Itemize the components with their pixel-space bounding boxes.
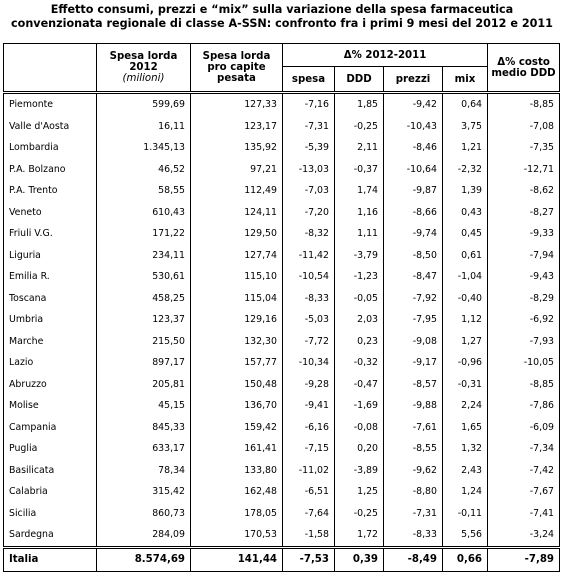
costo-medio-header-line-1: Δ% costo <box>497 56 550 68</box>
pro-capite-cell: 127,33 <box>191 93 283 116</box>
table-row <box>4 116 560 138</box>
costo-cell: -7,35 <box>488 137 560 159</box>
costo-cell: -3,24 <box>488 524 560 547</box>
ddd-cell: 1,11 <box>335 223 384 245</box>
region-cell: Veneto <box>4 202 97 224</box>
prezzi-cell: -7,95 <box>384 309 443 331</box>
total-spesa-lorda-cell: 8.574,69 <box>97 547 191 571</box>
prezzi-cell: -10,64 <box>384 159 443 181</box>
costo-medio-header-line-2: medio DDD <box>491 67 556 79</box>
pro-capite-cell: 157,77 <box>191 352 283 374</box>
spesa-lorda-header <box>97 44 191 93</box>
spesa-cell: -7,03 <box>283 180 335 202</box>
table-row <box>4 374 560 396</box>
region-cell: Campania <box>4 417 97 439</box>
ddd-cell: 2,03 <box>335 309 384 331</box>
region-header <box>4 44 97 93</box>
spesa-cell: -11,42 <box>283 245 335 267</box>
prezzi-cell: -9,74 <box>384 223 443 245</box>
table-row <box>4 159 560 181</box>
prezzi-cell: -8,33 <box>384 524 443 547</box>
prezzi-cell: -9,88 <box>384 395 443 417</box>
costo-cell: -8,85 <box>488 93 560 116</box>
prezzi-cell: -10,43 <box>384 116 443 138</box>
mix-cell: 1,27 <box>443 331 488 353</box>
spesa-cell: -5,39 <box>283 137 335 159</box>
spesa-cell: -6,51 <box>283 481 335 503</box>
table-row <box>4 460 560 482</box>
pro-capite-cell: 135,92 <box>191 137 283 159</box>
costo-cell: -8,62 <box>488 180 560 202</box>
table-row <box>4 266 560 288</box>
spesa-lorda-header-line-1: Spesa lorda <box>109 51 178 62</box>
mix-cell: -0,40 <box>443 288 488 310</box>
pro-capite-header-line-3: pesata <box>217 73 256 84</box>
ddd-cell: 1,74 <box>335 180 384 202</box>
total-mix-cell: 0,66 <box>443 547 488 571</box>
pro-capite-cell: 129,50 <box>191 223 283 245</box>
mix-cell: -2,32 <box>443 159 488 181</box>
ddd-cell: -1,69 <box>335 395 384 417</box>
prezzi-cell: -8,66 <box>384 202 443 224</box>
pro-capite-cell: 162,48 <box>191 481 283 503</box>
mix-cell: 0,43 <box>443 202 488 224</box>
mix-cell: 3,75 <box>443 116 488 138</box>
region-cell: Basilicata <box>4 460 97 482</box>
delta-group-header: Δ% 2012-2011 <box>283 44 488 67</box>
ddd-cell: -3,79 <box>335 245 384 267</box>
pro-capite-cell: 112,49 <box>191 180 283 202</box>
prezzi-cell: -8,55 <box>384 438 443 460</box>
total-spesa-cell: -7,53 <box>283 547 335 571</box>
spesa-lorda-cell: 171,22 <box>97 223 191 245</box>
total-region-cell: Italia <box>4 547 97 571</box>
ddd-header: DDD <box>335 67 384 93</box>
region-cell: Umbria <box>4 309 97 331</box>
costo-cell: -12,71 <box>488 159 560 181</box>
spesa-lorda-cell: 458,25 <box>97 288 191 310</box>
table-body <box>4 93 560 548</box>
mix-cell: 1,12 <box>443 309 488 331</box>
region-cell: Piemonte <box>4 93 97 116</box>
prezzi-cell: -7,31 <box>384 503 443 525</box>
table-row <box>4 180 560 202</box>
pro-capite-cell: 178,05 <box>191 503 283 525</box>
mix-cell: -1,04 <box>443 266 488 288</box>
table-row <box>4 93 560 116</box>
prezzi-cell: -7,92 <box>384 288 443 310</box>
mix-header: mix <box>443 67 488 93</box>
mix-cell: 1,32 <box>443 438 488 460</box>
region-cell: Abruzzo <box>4 374 97 396</box>
ddd-cell: 1,16 <box>335 202 384 224</box>
costo-cell: -7,41 <box>488 503 560 525</box>
ddd-cell: 0,20 <box>335 438 384 460</box>
spesa-lorda-cell: 1.345,13 <box>97 137 191 159</box>
spesa-lorda-cell: 599,69 <box>97 93 191 116</box>
pro-capite-cell: 124,11 <box>191 202 283 224</box>
spesa-lorda-header-line-2: 2012 <box>129 62 158 73</box>
region-cell: Marche <box>4 331 97 353</box>
ddd-cell: -0,25 <box>335 116 384 138</box>
region-cell: Lazio <box>4 352 97 374</box>
ddd-cell: -3,89 <box>335 460 384 482</box>
spesa-cell: -8,32 <box>283 223 335 245</box>
prezzi-cell: -8,46 <box>384 137 443 159</box>
costo-cell: -8,27 <box>488 202 560 224</box>
spesa-lorda-cell: 610,43 <box>97 202 191 224</box>
pro-capite-cell: 115,10 <box>191 266 283 288</box>
mix-cell: 1,24 <box>443 481 488 503</box>
mix-cell: -0,11 <box>443 503 488 525</box>
spesa-lorda-cell: 315,42 <box>97 481 191 503</box>
spesa-lorda-cell: 234,11 <box>97 245 191 267</box>
spesa-lorda-cell: 46,52 <box>97 159 191 181</box>
ddd-cell: -0,47 <box>335 374 384 396</box>
prezzi-cell: -8,47 <box>384 266 443 288</box>
costo-cell: -7,42 <box>488 460 560 482</box>
spesa-cell: -10,34 <box>283 352 335 374</box>
ddd-cell: 1,25 <box>335 481 384 503</box>
region-cell: Molise <box>4 395 97 417</box>
prezzi-cell: -8,80 <box>384 481 443 503</box>
pro-capite-header <box>191 44 283 93</box>
pro-capite-header-line-2: pro capite <box>207 62 266 73</box>
ddd-cell: -0,25 <box>335 503 384 525</box>
table-row <box>4 137 560 159</box>
table-row <box>4 352 560 374</box>
costo-cell: -7,67 <box>488 481 560 503</box>
spesa-lorda-cell: 860,73 <box>97 503 191 525</box>
table-row <box>4 524 560 547</box>
ddd-cell: -0,05 <box>335 288 384 310</box>
region-cell: Puglia <box>4 438 97 460</box>
costo-cell: -9,43 <box>488 266 560 288</box>
table-row <box>4 503 560 525</box>
table-title-line-1: Effetto consumi, prezzi e “mix” sulla variazione della spesa farmaceutica <box>50 3 514 16</box>
prezzi-cell: -9,42 <box>384 93 443 116</box>
region-cell: Valle d'Aosta <box>4 116 97 138</box>
total-ddd-cell: 0,39 <box>335 547 384 571</box>
costo-cell: -10,05 <box>488 352 560 374</box>
region-cell: Liguria <box>4 245 97 267</box>
ddd-cell: 1,85 <box>335 93 384 116</box>
table-row <box>4 223 560 245</box>
spesa-cell: -7,64 <box>283 503 335 525</box>
region-cell: P.A. Trento <box>4 180 97 202</box>
pro-capite-cell: 161,41 <box>191 438 283 460</box>
table-row <box>4 309 560 331</box>
prezzi-cell: -7,61 <box>384 417 443 439</box>
costo-cell: -8,29 <box>488 288 560 310</box>
prezzi-cell: -9,62 <box>384 460 443 482</box>
spesa-lorda-header-unit: (milioni) <box>122 73 165 84</box>
pro-capite-cell: 159,42 <box>191 417 283 439</box>
total-costo-cell: -7,89 <box>488 547 560 571</box>
table-row <box>4 202 560 224</box>
mix-cell: 0,45 <box>443 223 488 245</box>
pro-capite-cell: 133,80 <box>191 460 283 482</box>
ddd-cell: 1,72 <box>335 524 384 547</box>
costo-cell: -6,92 <box>488 309 560 331</box>
spesa-cell: -6,16 <box>283 417 335 439</box>
costo-medio-header <box>488 44 560 93</box>
mix-cell: 1,21 <box>443 137 488 159</box>
table-row <box>4 438 560 460</box>
spesa-lorda-cell: 16,11 <box>97 116 191 138</box>
table-row <box>4 245 560 267</box>
spesa-cell: -1,58 <box>283 524 335 547</box>
costo-cell: -7,34 <box>488 438 560 460</box>
region-cell: Sardegna <box>4 524 97 547</box>
mix-cell: 5,56 <box>443 524 488 547</box>
spesa-lorda-cell: 530,61 <box>97 266 191 288</box>
mix-cell: 1,65 <box>443 417 488 439</box>
region-cell: Toscana <box>4 288 97 310</box>
pro-capite-cell: 129,16 <box>191 309 283 331</box>
pro-capite-cell: 150,48 <box>191 374 283 396</box>
mix-cell: -0,31 <box>443 374 488 396</box>
table-title <box>0 3 564 31</box>
ddd-cell: -0,32 <box>335 352 384 374</box>
spesa-lorda-cell: 215,50 <box>97 331 191 353</box>
costo-cell: -7,08 <box>488 116 560 138</box>
region-cell: Sicilia <box>4 503 97 525</box>
spesa-header: spesa <box>283 67 335 93</box>
spesa-cell: -11,02 <box>283 460 335 482</box>
pro-capite-cell: 136,70 <box>191 395 283 417</box>
region-cell: Friuli V.G. <box>4 223 97 245</box>
total-row <box>4 547 560 571</box>
table-row <box>4 288 560 310</box>
region-cell: Calabria <box>4 481 97 503</box>
spesa-lorda-cell: 897,17 <box>97 352 191 374</box>
costo-cell: -7,86 <box>488 395 560 417</box>
pro-capite-cell: 127,74 <box>191 245 283 267</box>
spesa-cell: -5,03 <box>283 309 335 331</box>
spesa-lorda-cell: 45,15 <box>97 395 191 417</box>
mix-cell: 1,39 <box>443 180 488 202</box>
prezzi-cell: -8,57 <box>384 374 443 396</box>
pro-capite-cell: 123,17 <box>191 116 283 138</box>
pro-capite-cell: 97,21 <box>191 159 283 181</box>
spesa-lorda-cell: 205,81 <box>97 374 191 396</box>
ddd-cell: 2,11 <box>335 137 384 159</box>
spesa-cell: -8,33 <box>283 288 335 310</box>
total-pro-capite-cell: 141,44 <box>191 547 283 571</box>
table-footer <box>4 547 560 571</box>
spesa-lorda-cell: 633,17 <box>97 438 191 460</box>
spesa-lorda-cell: 284,09 <box>97 524 191 547</box>
table-row <box>4 331 560 353</box>
mix-cell: 0,64 <box>443 93 488 116</box>
table-row <box>4 417 560 439</box>
pro-capite-cell: 170,53 <box>191 524 283 547</box>
spesa-cell: -7,16 <box>283 93 335 116</box>
pro-capite-cell: 132,30 <box>191 331 283 353</box>
spesa-cell: -9,28 <box>283 374 335 396</box>
spesa-cell: -7,31 <box>283 116 335 138</box>
spesa-cell: -10,54 <box>283 266 335 288</box>
spesa-cell: -7,20 <box>283 202 335 224</box>
pro-capite-cell: 115,04 <box>191 288 283 310</box>
region-cell: Lombardia <box>4 137 97 159</box>
costo-cell: -7,93 <box>488 331 560 353</box>
table-header <box>4 44 560 93</box>
mix-cell: 2,43 <box>443 460 488 482</box>
mix-cell: -0,96 <box>443 352 488 374</box>
mix-cell: 2,24 <box>443 395 488 417</box>
spesa-lorda-cell: 78,34 <box>97 460 191 482</box>
ddd-cell: -0,08 <box>335 417 384 439</box>
prezzi-cell: -8,50 <box>384 245 443 267</box>
spesa-cell: -7,72 <box>283 331 335 353</box>
costo-cell: -7,94 <box>488 245 560 267</box>
spesa-cell: -9,41 <box>283 395 335 417</box>
prezzi-cell: -9,17 <box>384 352 443 374</box>
total-prezzi-cell: -8,49 <box>384 547 443 571</box>
costo-cell: -6,09 <box>488 417 560 439</box>
spesa-lorda-cell: 123,37 <box>97 309 191 331</box>
ddd-cell: 0,23 <box>335 331 384 353</box>
region-cell: P.A. Bolzano <box>4 159 97 181</box>
mix-cell: 0,61 <box>443 245 488 267</box>
costo-cell: -8,85 <box>488 374 560 396</box>
table-row <box>4 481 560 503</box>
region-cell: Emilia R. <box>4 266 97 288</box>
ddd-cell: -1,23 <box>335 266 384 288</box>
table-row <box>4 395 560 417</box>
prezzi-cell: -9,08 <box>384 331 443 353</box>
pro-capite-header-line-1: Spesa lorda <box>202 51 271 62</box>
ddd-cell: -0,37 <box>335 159 384 181</box>
spesa-cell: -13,03 <box>283 159 335 181</box>
spesa-lorda-cell: 845,33 <box>97 417 191 439</box>
prezzi-cell: -9,87 <box>384 180 443 202</box>
spesa-cell: -7,15 <box>283 438 335 460</box>
costo-cell: -9,33 <box>488 223 560 245</box>
table-title-line-2: convenzionata regionale di classe A-SSN: confronto fra i primi 9 mesi del 2012 e 2011 <box>11 17 553 30</box>
data-table <box>3 43 560 572</box>
prezzi-header: prezzi <box>384 67 443 93</box>
spesa-lorda-cell: 58,55 <box>97 180 191 202</box>
